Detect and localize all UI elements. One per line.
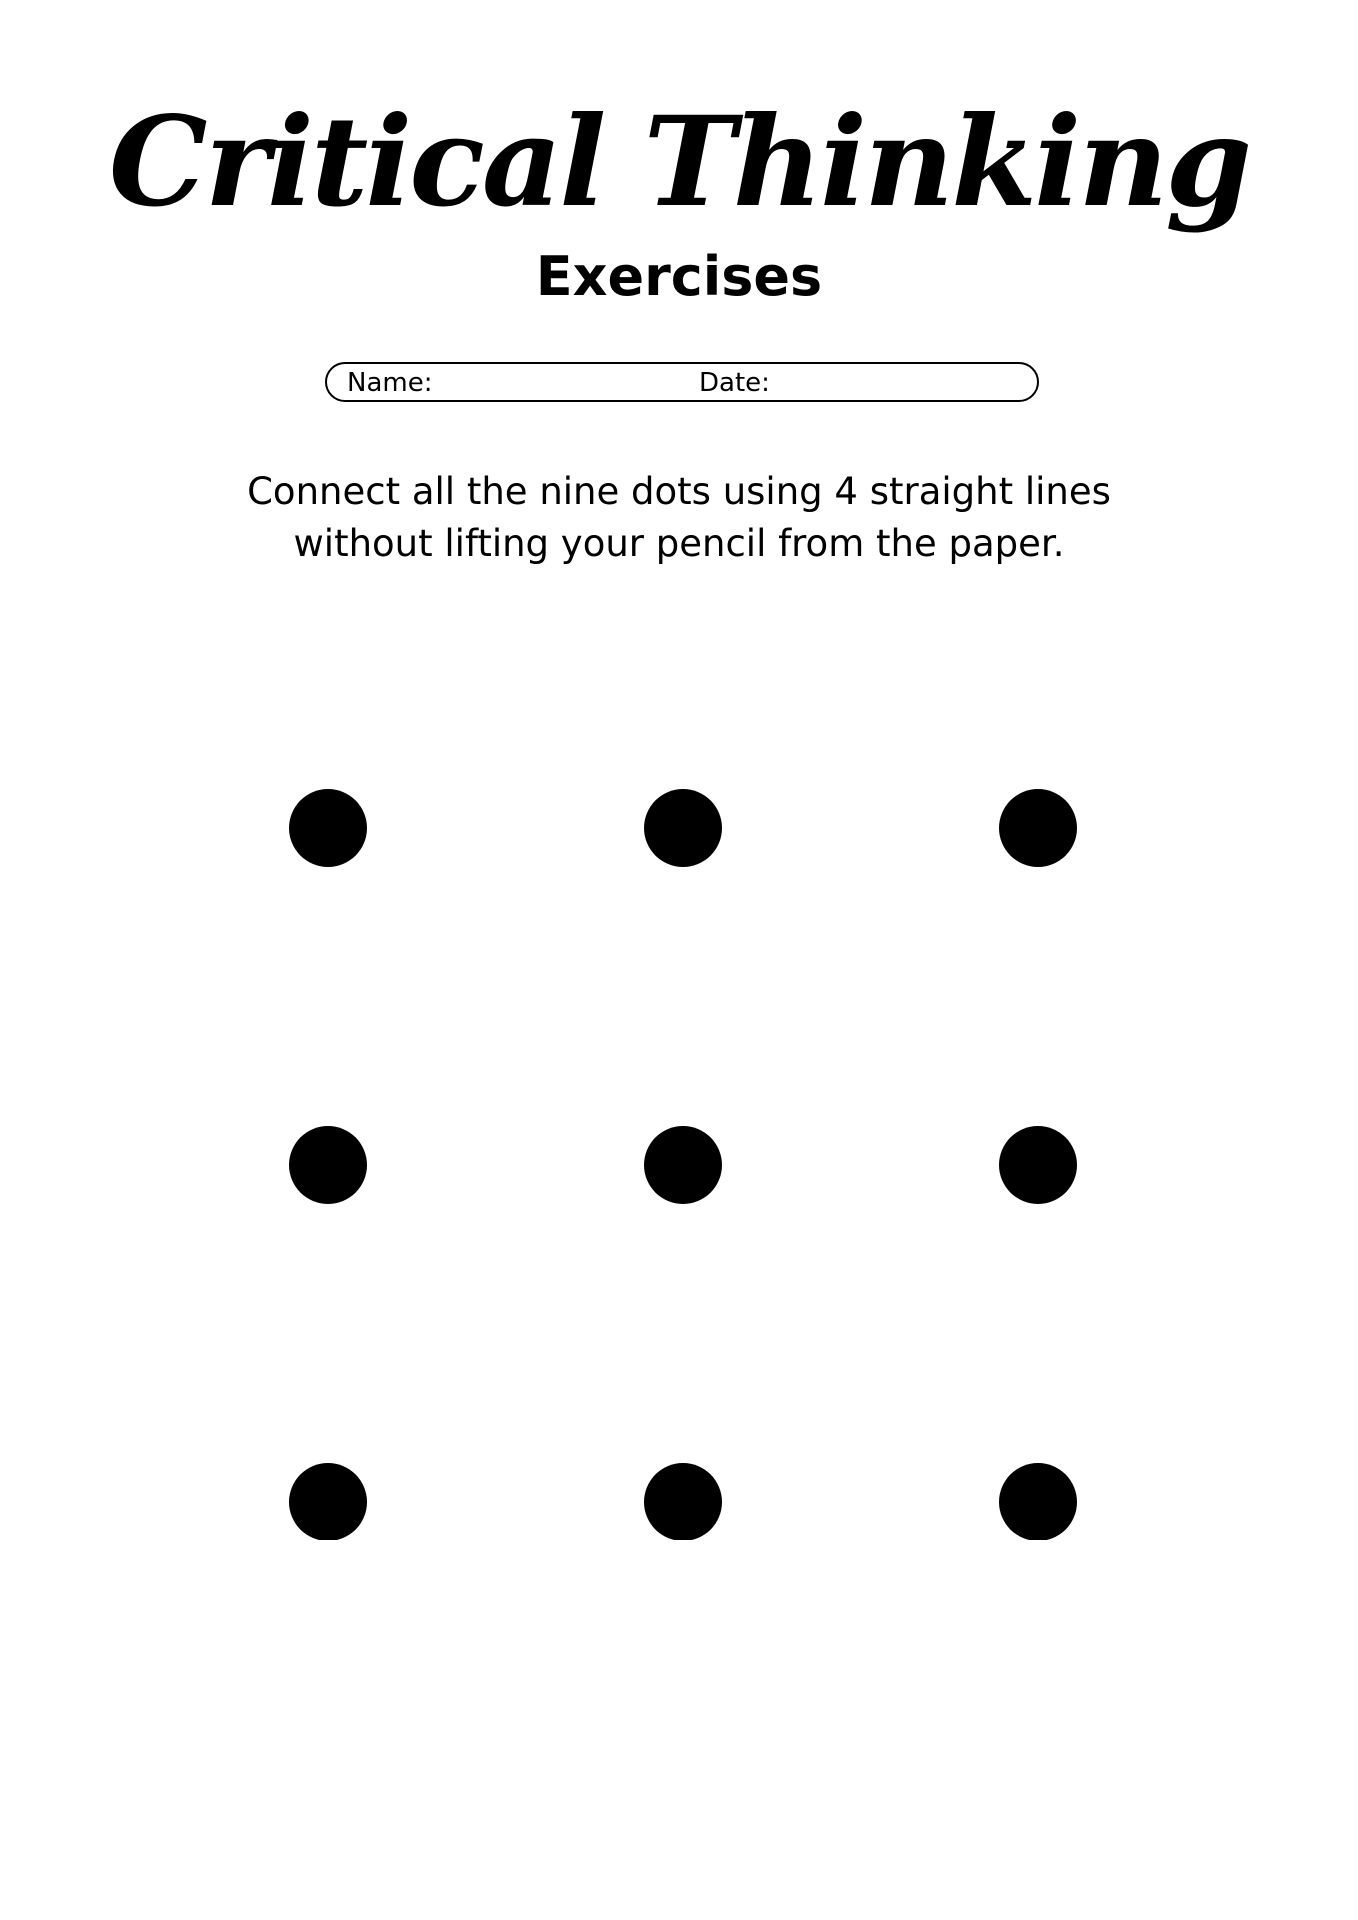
date-label: Date: bbox=[699, 368, 770, 398]
page-title: Critical Thinking bbox=[108, 90, 1250, 235]
dot-r3-c3 bbox=[999, 1463, 1077, 1540]
dot-r2-c1 bbox=[289, 1126, 367, 1204]
nine-dot-puzzle[interactable] bbox=[280, 780, 1080, 1540]
instructions-line-2: without lifting your pencil from the paper. bbox=[293, 522, 1065, 565]
page-subtitle: Exercises bbox=[535, 245, 823, 308]
name-label: Name: bbox=[347, 368, 433, 398]
dot-r1-c1 bbox=[289, 789, 367, 867]
dot-r2-c2 bbox=[644, 1126, 722, 1204]
name-date-field[interactable] bbox=[325, 362, 1039, 402]
dot-r1-c2 bbox=[644, 789, 722, 867]
dot-r3-c1 bbox=[289, 1463, 367, 1540]
dot-r2-c3 bbox=[999, 1126, 1077, 1204]
dot-r3-c2 bbox=[644, 1463, 722, 1540]
dot-r1-c3 bbox=[999, 789, 1077, 867]
instructions-line-1: Connect all the nine dots using 4 straight lines bbox=[247, 470, 1111, 513]
instructions bbox=[129, 466, 1229, 570]
